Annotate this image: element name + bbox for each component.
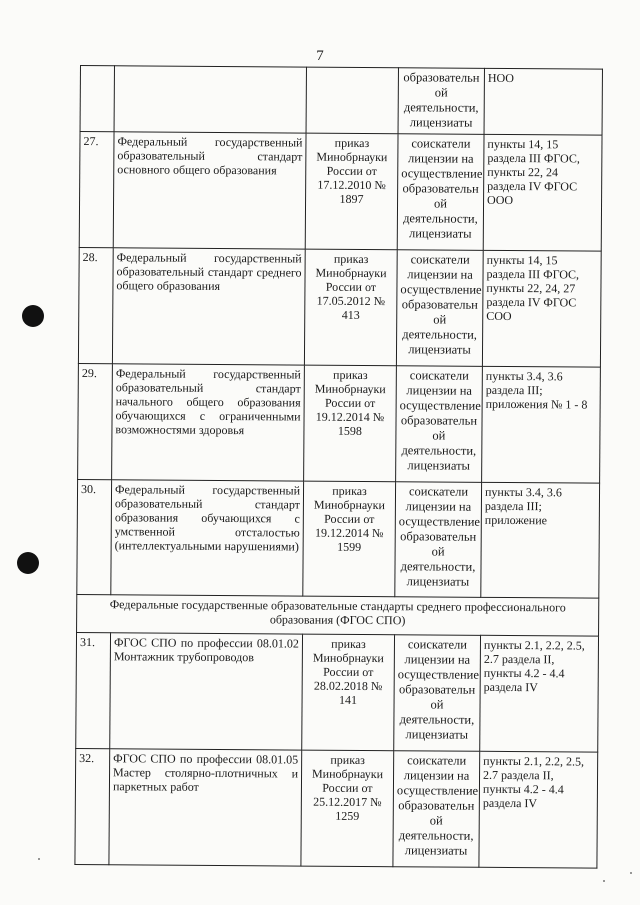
table-row xyxy=(78,247,601,367)
row-number: 27. xyxy=(79,132,114,248)
table-row xyxy=(80,66,602,136)
scan-speck xyxy=(38,858,40,860)
subjects: образовательн ой деятельности, лицензиаты xyxy=(398,68,484,135)
table-row xyxy=(76,632,599,752)
requirements-table xyxy=(74,65,603,869)
requirements: пункты 3.4, 3.6 раздела III; приложения № 1 - 8 xyxy=(482,366,601,483)
legal-act: приказ Минобрнауки России от 19.12.2014 № 1599 xyxy=(303,481,396,597)
table-row xyxy=(79,132,602,252)
punch-hole-mark xyxy=(22,305,44,327)
standard-name: Федеральный государственный образовательный стандарт начального общего образования обучающихся с ограниченными возможностями здоровья xyxy=(112,364,305,481)
subjects: соискатели лицензии на осуществление образовательн ой деятельности, лицензиаты xyxy=(395,482,482,598)
requirements: пункты 3.4, 3.6 раздела III; приложение xyxy=(481,482,600,598)
section-heading: Федеральные государственные образовательные стандарты среднего профессионального образования (ФГОС СПО) xyxy=(77,594,599,636)
legal-act: приказ Минобрнауки России от 19.12.2014 № 1598 xyxy=(304,365,397,482)
requirements: пункты 2.1, 2.2, 2.5, 2.7 раздела II, пункты 4.2 - 4.4 раздела IV xyxy=(479,751,598,868)
table-row xyxy=(75,748,598,868)
subjects: соискатели лицензии на осуществление образовательн ой деятельности, лицензиаты xyxy=(396,250,483,367)
scan-speck xyxy=(603,880,605,882)
legal-act: приказ Минобрнауки России от 25.12.2017 № 1259 xyxy=(301,750,394,867)
punch-hole-mark xyxy=(17,552,39,574)
subjects: соискатели лицензии на осуществление образовательн ой деятельности, лицензиаты xyxy=(397,134,484,251)
table-row xyxy=(78,363,601,483)
legal-act xyxy=(306,67,398,134)
row-number: 32. xyxy=(75,748,110,864)
section-heading-row xyxy=(77,594,599,636)
requirements: пункты 14, 15 раздела III ФГОС, пункты 22, 24 раздела IV ФГОС ООО xyxy=(483,134,602,251)
row-number: 28. xyxy=(78,247,113,363)
legal-act: приказ Минобрнауки России от 17.05.2012 № 413 xyxy=(304,249,397,366)
requirements: пункты 14, 15 раздела III ФГОС, пункты 22, 24, 27 раздела IV ФГОС СОО xyxy=(482,250,601,367)
subjects: соискатели лицензии на осуществление образовательн ой деятельности, лицензиаты xyxy=(396,366,483,483)
subjects: соискатели лицензии на осуществление образовательн ой деятельности, лицензиаты xyxy=(393,751,480,868)
standard-name: ФГОС СПО по профессии 08.01.02 Монтажник трубопроводов xyxy=(110,633,303,750)
standard-name: Федеральный государственный образовательный стандарт образования обучающихся с умственной отсталостью (интеллектуальными нарушениями) xyxy=(111,480,304,596)
legal-act: приказ Минобрнауки России от 28.02.2018 № 141 xyxy=(302,634,395,751)
standard-name: Федеральный государственный образовательный стандарт среднего общего образования xyxy=(112,248,305,365)
table-row xyxy=(77,479,600,598)
requirements: НОО xyxy=(484,68,602,135)
row-number: 30. xyxy=(77,479,112,594)
row-number: 31. xyxy=(76,632,111,748)
legal-act: приказ Минобрнауки России от 17.12.2010 № 1897 xyxy=(305,133,398,250)
row-number: 29. xyxy=(78,363,113,479)
requirements: пункты 2.1, 2.2, 2.5, 2.7 раздела II, пункты 4.2 - 4.4 раздела IV xyxy=(480,635,599,752)
row-number xyxy=(80,66,114,132)
subjects: соискатели лицензии на осуществление образовательн ой деятельности, лицензиаты xyxy=(394,635,481,752)
standard-name: Федеральный государственный образовательный стандарт основного общего образования xyxy=(113,132,306,249)
page-number: 7 xyxy=(316,48,324,64)
standard-name xyxy=(114,66,306,133)
standard-name: ФГОС СПО по профессии 08.01.05 Мастер столярно-плотничных и паркетных работ xyxy=(109,749,302,866)
scan-speck xyxy=(630,872,632,874)
